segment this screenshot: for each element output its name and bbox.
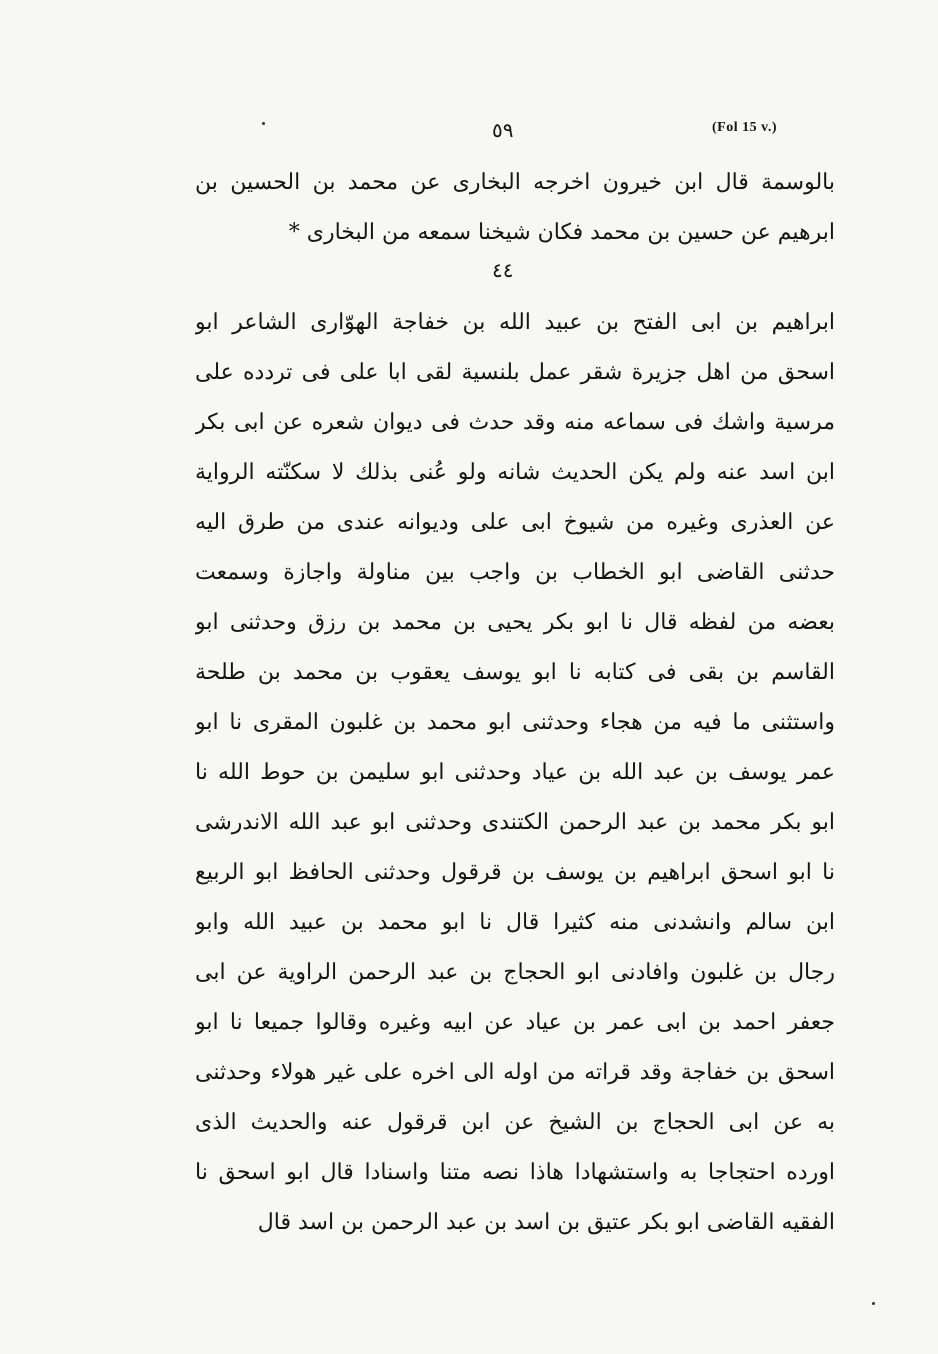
text-line: حدثنى القاضى ابو الخطاب بن واجب بين مناولة واجازة وسمعت xyxy=(195,560,835,585)
text-line: اورده احتجاجا به واستشهادا هاذا نصه متنا واسنادا قال ابو اسحق نا xyxy=(195,1160,835,1185)
text-line: نا ابو اسحق ابراهيم بن يوسف بن قرقول وحدثنى الحافظ ابو الربيع xyxy=(195,860,835,885)
text-line: القاسم بن بقى فى كتابه نا ابو يوسف يعقوب بن محمد بن طلحة xyxy=(195,660,835,685)
text-line: اسحق من اهل جزيرة شقر عمل بلنسية لقى ابا على فى تردده على xyxy=(195,360,835,385)
page-number: ٥٩ xyxy=(492,118,514,142)
text-line: عن العذرى وغيره من شيوخ ابى على وديوانه عندى من طرق اليه xyxy=(195,510,835,535)
text-line: بعضه من لفظه قال نا ابو بكر يحيى بن محمد بن رزق وحدثنى ابو xyxy=(195,610,835,635)
text-line: عمر يوسف بن عبد الله بن عياد وحدثنى ابو سليمن بن حوط الله نا xyxy=(195,760,835,785)
text-line: به عن ابى الحجاج بن الشيخ عن ابن قرقول عنه والحديث الذى xyxy=(195,1110,835,1135)
folio-reference: (Fol 15 v.) xyxy=(712,120,777,135)
entry-number: ٤٤ xyxy=(492,258,514,282)
text-line: ابرهيم عن حسين بن محمد فكان شيخنا سمعه من البخارى * xyxy=(288,220,835,245)
text-line: اسحق بن خفاجة وقد قراته من اوله الى اخره على غير هولاء وحدثنى xyxy=(195,1060,835,1085)
text-line: جعفر احمد بن ابى عمر بن عياد عن ابيه وغيره وقالوا جميعا نا ابو xyxy=(195,1010,835,1035)
text-line: بالوسمة قال ابن خيرون اخرجه البخارى عن محمد بن الحسين بن xyxy=(195,170,835,195)
text-line: ابن سالم وانشدنى منه كثيرا قال نا ابو محمد بن عبيد الله وابو xyxy=(195,910,835,935)
intro-paragraph xyxy=(195,158,835,258)
text-line: رجال بن غلبون وافادنى ابو الحجاج بن عبد الرحمن الراوية عن ابى xyxy=(195,960,835,985)
text-line: مرسية واشك فى سماعه منه وقد حدث فى ديوان شعره عن ابى بكر xyxy=(195,410,835,435)
entry-paragraph xyxy=(195,298,835,1235)
text-line: واستثنى ما فيه من هجاء وحدثنى ابو محمد بن غلبون المقرى نا ابو xyxy=(195,710,835,735)
text-line: الفقيه القاضى ابو بكر عتيق بن اسد بن عبد الرحمن بن اسد قال xyxy=(257,1210,835,1235)
text-line: ابو بكر محمد بن عبد الرحمن الكتندى وحدثنى ابو عبد الله الاندرشى xyxy=(195,810,835,835)
scan-speck xyxy=(872,1302,875,1305)
text-line: ابراهيم بن ابى الفتح بن عبيد الله بن خفاجة الهوّارى الشاعر ابو xyxy=(195,310,835,335)
text-line: ابن اسد عنه ولم يكن الحديث شانه ولو عُنى بذلك لا سكنّته الرواية xyxy=(195,460,835,485)
scan-speck xyxy=(262,122,265,125)
